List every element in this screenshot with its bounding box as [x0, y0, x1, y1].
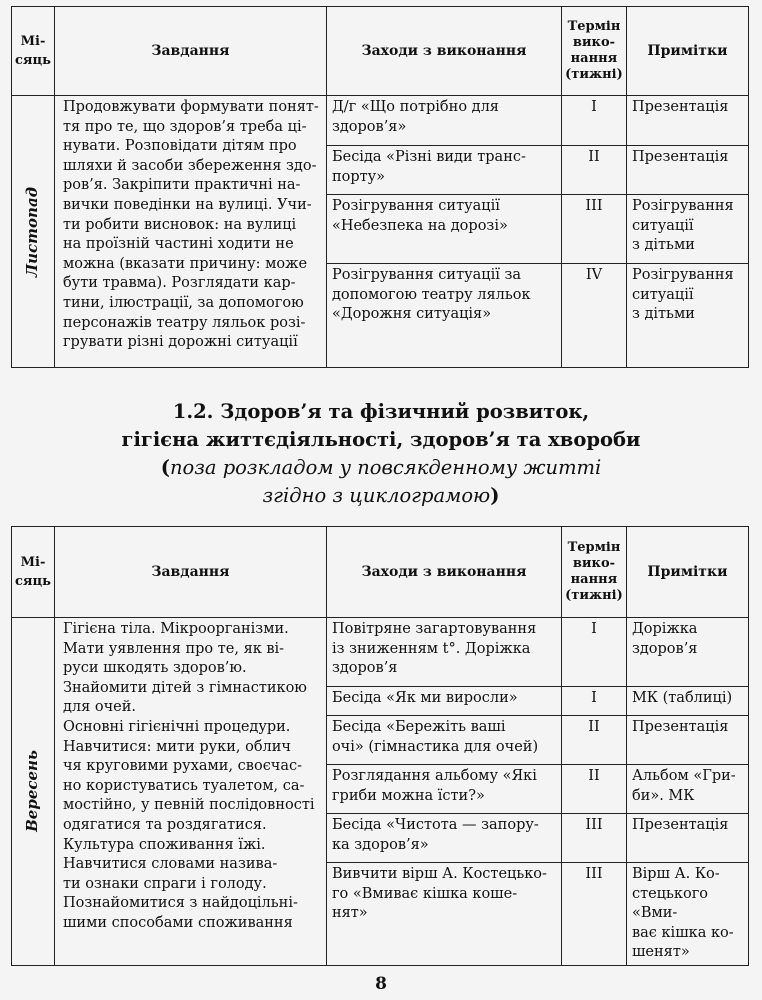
section-heading-line-2: гігієна життєдіяльності, здоров’я та хвороби: [121, 428, 641, 451]
term-cell: I: [561, 687, 626, 716]
page-number: 8: [375, 974, 387, 994]
month-cell: Вересень: [12, 618, 55, 966]
note-cell: Презентація: [626, 716, 748, 765]
header-measures: Заходи з виконання: [326, 7, 561, 96]
measure-cell: Розігрування ситуації «Небезпека на дорозі»: [326, 195, 561, 264]
note-cell: Презентація: [626, 814, 748, 863]
term-cell: III: [561, 863, 626, 966]
term-cell: II: [561, 716, 626, 765]
measure-cell: Бесіда «Як ми виросли»: [326, 687, 561, 716]
note-cell: Доріжка здоров’я: [626, 618, 748, 687]
term-cell: I: [561, 96, 626, 146]
header-task: Завдання: [54, 527, 326, 618]
task-cell: Продовжувати формувати понят- тя про те, що здоров’я треба ці- нувати. Розповідати дітям про шляхи й засоби збереження здо- ров’я. Закріпити практичні на- вички поведінки на вулиці. Учи- ти робити висновок: на вулиці на проїзній частині ходити не можна (вказати причину: може бути травма). Розглядати кар- тини, ілюстрації, за допомогою персонажів театру ляльок розі- грувати різні дорожні ситуації: [54, 96, 326, 368]
section-subheading-line-3: (поза розкладом у повсякденному житті: [160, 456, 602, 479]
term-cell: II: [561, 765, 626, 814]
header-task: Завдання: [54, 7, 326, 96]
table-header-row: [12, 527, 749, 618]
measure-cell: Вивчити вірш А. Костецько- го «Вмиває кішка коше- нят»: [326, 863, 561, 966]
month-cell: Листопад: [12, 96, 55, 368]
measure-cell: Д/г «Що потрібно для здоров’я»: [326, 96, 561, 146]
measure-cell: Бесіда «Різні види транс- порту»: [326, 146, 561, 195]
term-cell: IV: [561, 264, 626, 368]
term-cell: II: [561, 146, 626, 195]
measure-cell: Розігрування ситуації за допомогою театру ляльок «Дорожня ситуація»: [326, 264, 561, 368]
note-cell: Презентація: [626, 96, 748, 146]
header-month: Mi- сяць: [12, 527, 55, 618]
task-cell: Гігієна тіла. Мікроорганізми. Мати уявлення про те, як ві- руси шкодять здоров’ю. Знайомити дітей з гімнастикою для очей. Основні гігієнічні процедури. Навчитися: мити руки, облич чя круговими рухами, своєчас- но користуватись туалетом, са- мостійно, у певній послідовності одягатися та роздягатися. Культура споживання їжі. Навчитися словами назива- ти ознаки спраги і голоду. Познайомитися з найдоцільні- шими способами споживання: [54, 618, 326, 966]
header-measures: Заходи з виконання: [326, 527, 561, 618]
note-cell: Розігрування ситуації з дітьми: [626, 264, 748, 368]
table-row: [12, 618, 749, 687]
table-row: [12, 96, 749, 146]
header-month: Mi- сяць: [12, 7, 55, 96]
term-cell: III: [561, 814, 626, 863]
header-notes: Примітки: [626, 527, 748, 618]
header-notes: Примітки: [626, 7, 748, 96]
plan-table-november: [11, 6, 749, 368]
measure-cell: Повітряне загартовування із зниженням t°. Доріжка здоров’я: [326, 618, 561, 687]
measure-cell: Бесіда «Чистота — запору- ка здоров’я»: [326, 814, 561, 863]
section-heading-line-1: 1.2. Здоров’я та фізичний розвиток,: [172, 400, 590, 423]
header-term: Термін вико- нання (тижні): [561, 527, 626, 618]
table-header-row: [12, 7, 749, 96]
plan-table-september: [11, 526, 749, 966]
term-cell: III: [561, 195, 626, 264]
measure-cell: Бесіда «Бережіть ваші очі» (гімнастика для очей): [326, 716, 561, 765]
note-cell: Вірш А. Ко- стецького «Вми- ває кішка ко- шенят»: [626, 863, 748, 966]
note-cell: МК (таблиці): [626, 687, 748, 716]
term-cell: I: [561, 618, 626, 687]
note-cell: Презентація: [626, 146, 748, 195]
note-cell: Розігрування ситуації з дітьми: [626, 195, 748, 264]
note-cell: Альбом «Гри- би». МК: [626, 765, 748, 814]
section-subheading-line-4: згідно з циклограмою): [262, 484, 500, 507]
header-term: Термін вико- нання (тижні): [561, 7, 626, 96]
measure-cell: Розглядання альбому «Які гриби можна їсти?»: [326, 765, 561, 814]
